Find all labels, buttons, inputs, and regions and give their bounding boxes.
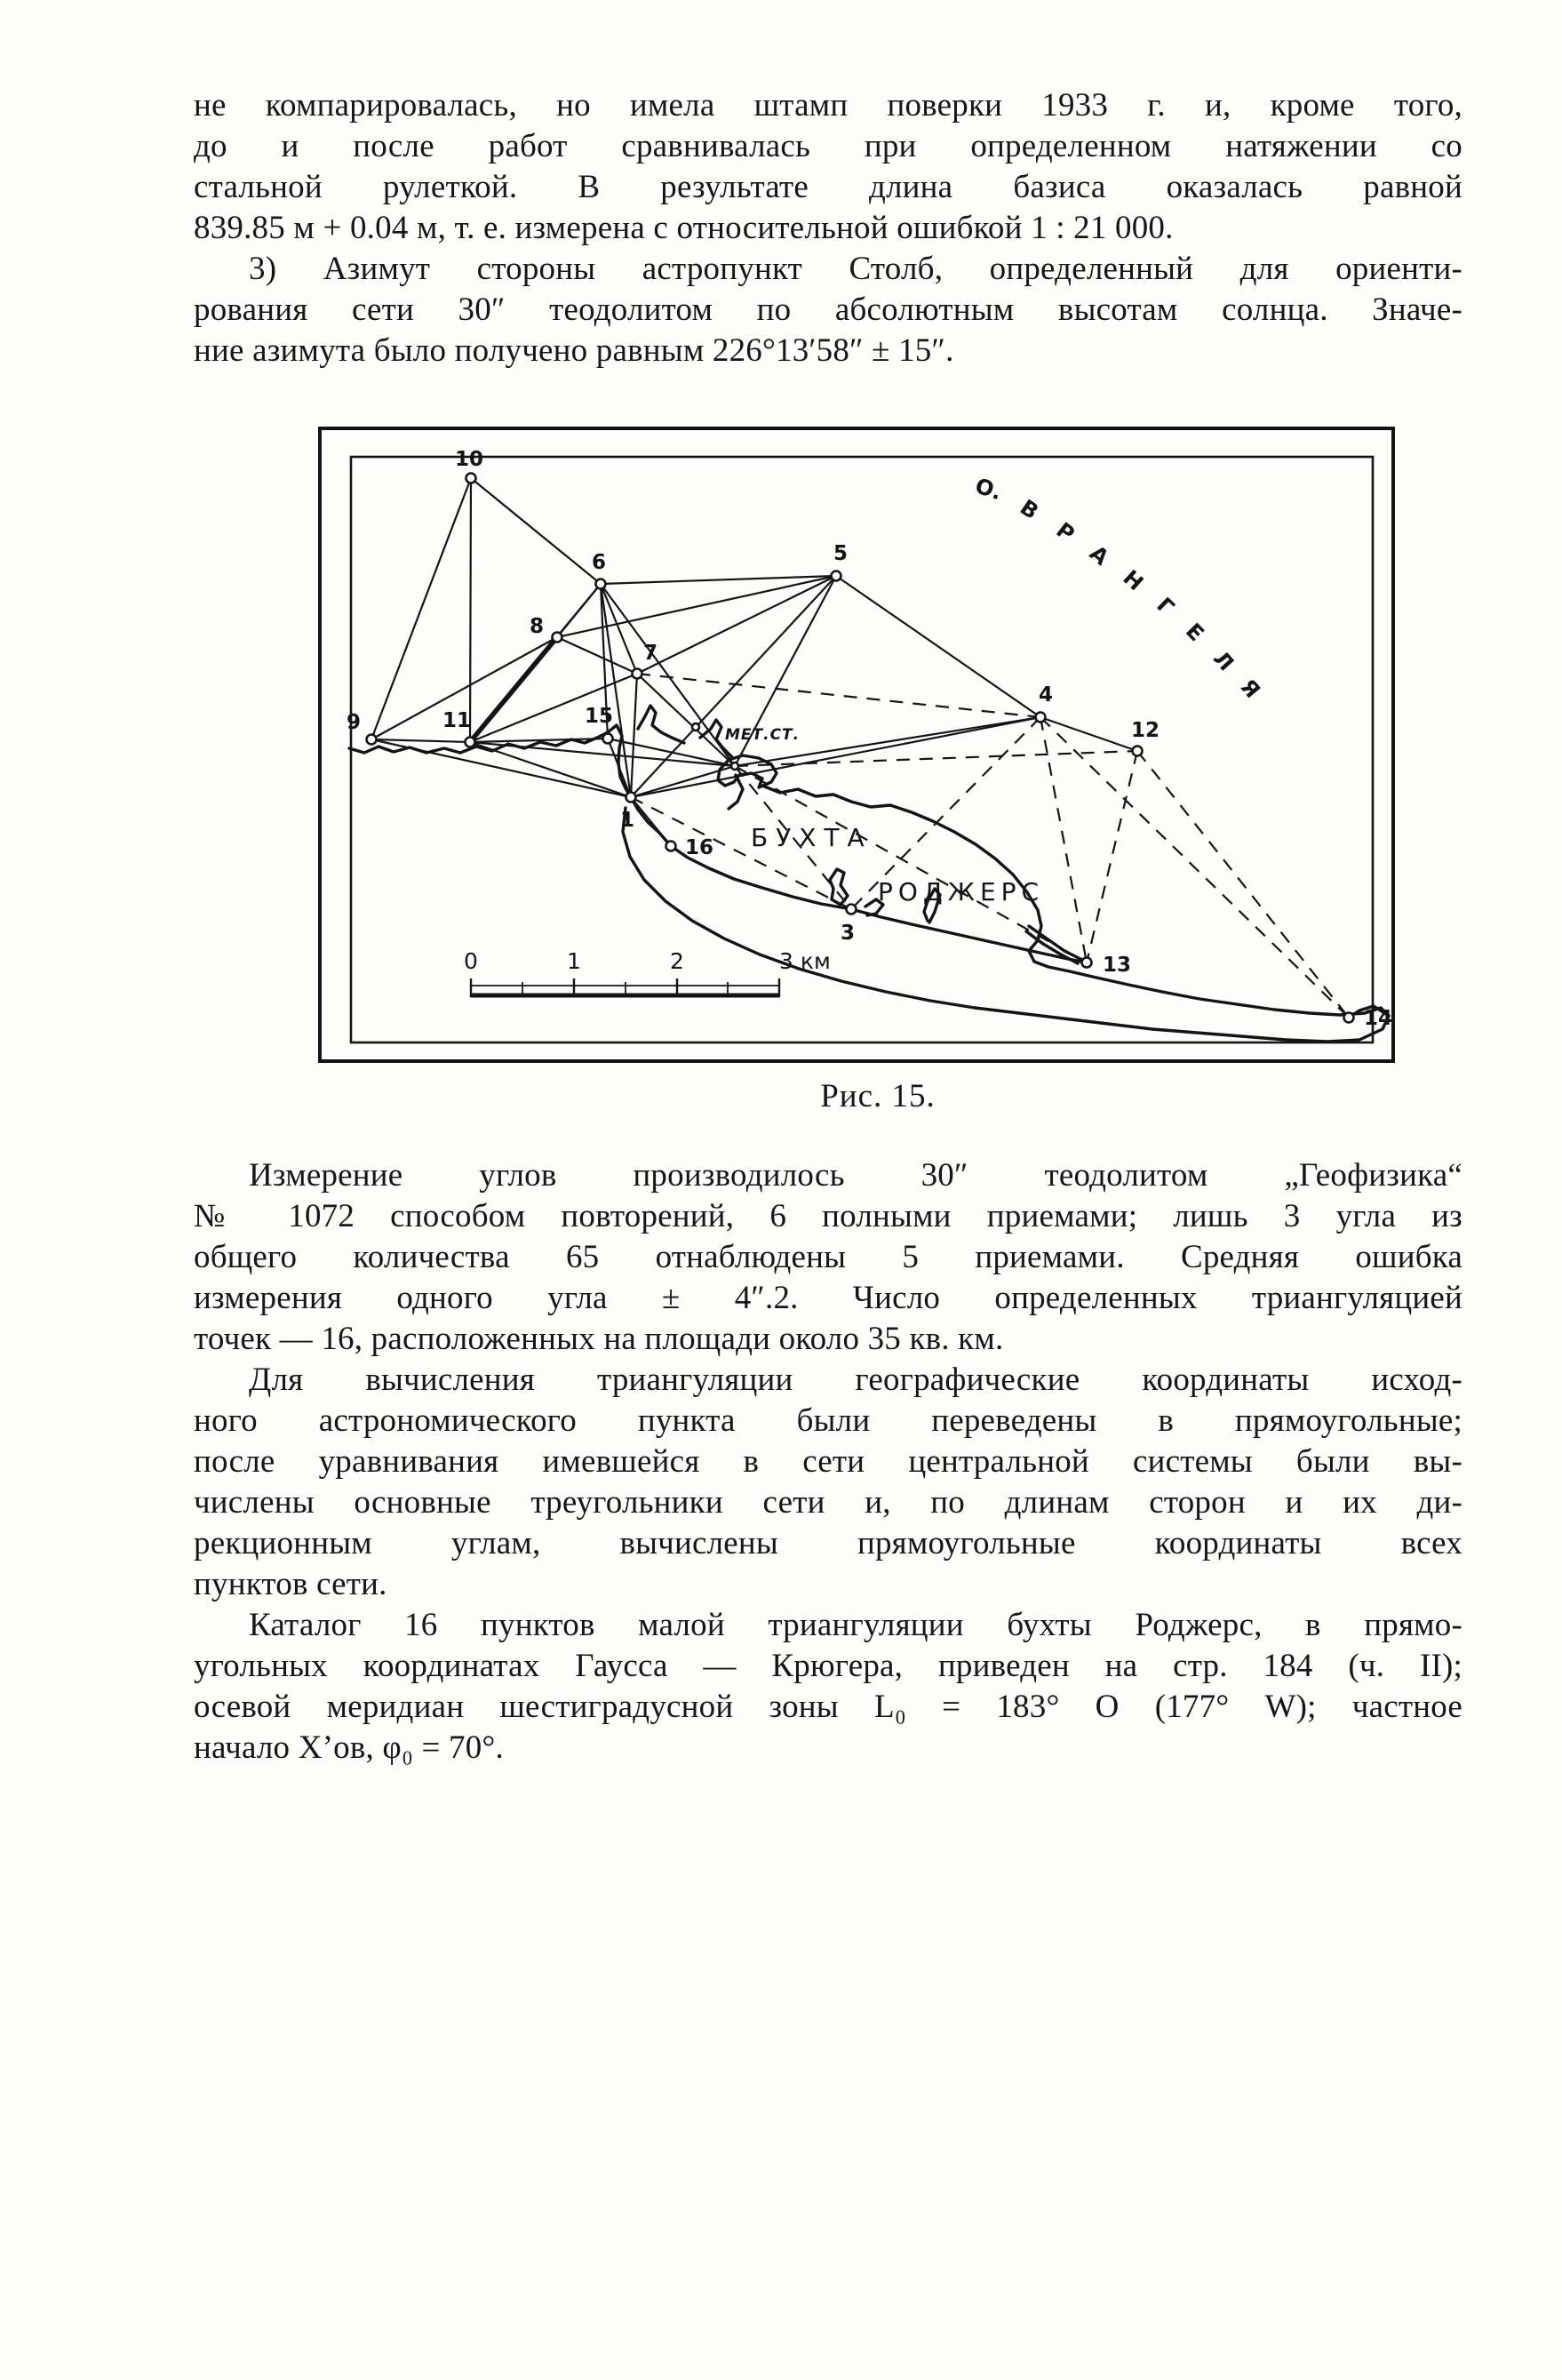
point-label-15: 15 xyxy=(584,705,614,728)
point-label-5: 5 xyxy=(833,542,849,565)
text-line: ного астрономического пункта были переведены в прямоугольные; xyxy=(194,1402,1462,1439)
point-label-13: 13 xyxy=(1103,954,1132,977)
network-edge-4-12 xyxy=(1040,717,1137,751)
triangulation-point-15 xyxy=(603,734,613,744)
network-edge-11-met xyxy=(470,742,735,766)
figure-map xyxy=(318,427,1395,1063)
island-label-char-6: Е xyxy=(1180,618,1209,647)
triangulation-point-11 xyxy=(466,738,475,747)
point-label-14: 14 xyxy=(1364,1007,1393,1030)
figure-inner-border xyxy=(351,457,1373,1042)
scale-label-1: 1 xyxy=(567,948,581,974)
figure-caption: Рис. 15. xyxy=(820,1078,936,1114)
text-line: Для вычисления триангуляции географические координаты исход- xyxy=(249,1362,1462,1398)
scale-label-0: 0 xyxy=(464,948,478,974)
bay-label-line1: БУХТА xyxy=(751,823,873,852)
island-label-char-0: О. xyxy=(972,473,1005,506)
triangulation-point-met xyxy=(731,763,738,770)
network-edge-10-6 xyxy=(471,478,601,584)
network-edge-dashed-4-14 xyxy=(1040,717,1349,1018)
island-label-char-5: Г xyxy=(1152,592,1179,620)
network-edge-10-11 xyxy=(470,478,471,742)
body-text-bottom xyxy=(194,1155,1462,1769)
text-line: Каталог 16 пунктов малой триангуляции бухты Роджерс, в прямо- xyxy=(249,1607,1462,1643)
body-text-top xyxy=(194,85,1462,371)
text-line: измерения одного угла ± 4″.2. Число определенных триангуляцией xyxy=(194,1280,1462,1316)
network-edge-dashed-met-13 xyxy=(735,766,1087,962)
point-label-6: 6 xyxy=(591,551,607,574)
text-line: № 1072 способом повторений, 6 полными приемами; лишь 3 угла из xyxy=(194,1198,1462,1234)
met-station-label: МЕТ.СТ. xyxy=(725,726,801,744)
triangulation-point-7 xyxy=(633,669,642,679)
text-line: до и после работ сравнивалась при определенном натяжении со xyxy=(194,128,1462,164)
point-label-7: 7 xyxy=(642,642,658,665)
text-line: 3) Азимут стороны астропункт Столб, определенный для ориенти- xyxy=(249,251,1462,287)
triangulation-point-12 xyxy=(1133,747,1143,756)
triangulation-point-5 xyxy=(832,571,841,581)
island-label-char-1: В xyxy=(1016,494,1043,525)
text-line: пунктов сети. xyxy=(194,1566,387,1602)
scale-label-3 км: 3 км xyxy=(779,948,831,974)
triangulation-point-6 xyxy=(596,579,606,589)
island-label-char-4: Н xyxy=(1118,564,1149,596)
text-line: точек — 16, расположенных на площади около 35 кв. км. xyxy=(194,1321,1004,1357)
network-edge-7-met xyxy=(637,674,735,766)
text-line: Измерение углов производилось 30″ теодолитом „Геофизика“ xyxy=(249,1157,1462,1194)
figure-container xyxy=(318,427,1395,1063)
baseline-edge-8-11 xyxy=(470,637,557,742)
text-line: осевой меридиан шестиградусной зоны L₀ = 183° О (177° W); частное xyxy=(194,1689,1462,1725)
network-edge-dashed-12-14 xyxy=(1137,751,1349,1018)
triangulation-point-4 xyxy=(1036,713,1046,723)
network-edge-5-4 xyxy=(836,576,1040,717)
network-edge-dashed-12-13 xyxy=(1087,751,1137,962)
island-label-char-2: Р xyxy=(1051,517,1080,547)
point-label-1: 1 xyxy=(619,809,635,832)
triangulation-point-aux xyxy=(692,723,699,731)
island-label-char-3: А xyxy=(1085,540,1114,571)
network-edge-5-7 xyxy=(637,576,836,674)
text-line: не компарировалась, но имела штамп поверки 1933 г. и, кроме того, xyxy=(194,87,1462,124)
point-label-11: 11 xyxy=(442,709,472,732)
triangulation-point-8 xyxy=(553,633,562,643)
text-line: после уравнивания имевшейся в сети центральной системы были вы- xyxy=(194,1443,1462,1480)
triangulation-point-10 xyxy=(466,474,476,483)
coastline-islet-3a xyxy=(830,869,848,905)
point-label-9: 9 xyxy=(346,711,362,734)
triangulation-point-13 xyxy=(1082,958,1092,968)
network-edge-dashed-1-3 xyxy=(631,797,851,909)
text-line: стальной рулеткой. В результате длина базиса оказалась равной xyxy=(194,169,1462,205)
point-label-12: 12 xyxy=(1130,719,1160,742)
text-line: рования сети 30″ теодолитом по абсолютным высотам солнца. Значе- xyxy=(194,292,1462,328)
text-line: ние азимута было получено равным 226°13′58″ ± 15″. xyxy=(194,332,954,369)
text-line: угольных координатах Гаусса — Крюгера, приведен на стр. 184 (ч. II); xyxy=(194,1648,1462,1684)
point-label-10: 10 xyxy=(454,448,484,471)
text-line: общего количества 65 отнаблюдены 5 приемами. Средняя ошибка xyxy=(194,1239,1462,1275)
text-line: 839.85 м + 0.04 м, т. е. измерена с относительной ошибкой 1 : 21 000. xyxy=(194,210,1174,246)
network-edge-10-9 xyxy=(371,478,471,739)
triangulation-point-3 xyxy=(847,905,857,914)
point-label-16: 16 xyxy=(685,836,714,859)
triangulation-point-1 xyxy=(626,793,636,803)
network-edge-7-1 xyxy=(631,674,637,797)
point-label-4: 4 xyxy=(1038,683,1054,707)
island-label-char-7: Л xyxy=(1207,645,1239,676)
network-edge-1-16 xyxy=(631,797,671,846)
point-label-8: 8 xyxy=(529,615,545,638)
network-edge-dashed-7-4 xyxy=(637,674,1040,717)
triangulation-point-16 xyxy=(666,842,676,851)
text-line: начало Х’ов, φ₀ = 70°. xyxy=(194,1729,504,1766)
triangulation-point-9 xyxy=(367,735,377,745)
triangulation-point-14 xyxy=(1344,1013,1354,1023)
text-line: числены основные треугольники сети и, по длинам сторон и их ди- xyxy=(194,1484,1462,1521)
scale-label-2: 2 xyxy=(670,948,684,974)
bay-label-line2: РОДЖЕРС xyxy=(878,877,1045,906)
text-line: рекционным углам, вычислены прямоугольные координаты всех xyxy=(194,1525,1462,1561)
island-label-char-8: Я xyxy=(1235,674,1265,703)
network-edge-9-11 xyxy=(371,739,470,742)
figure-outer-border xyxy=(320,428,1393,1061)
point-label-3: 3 xyxy=(840,922,856,945)
